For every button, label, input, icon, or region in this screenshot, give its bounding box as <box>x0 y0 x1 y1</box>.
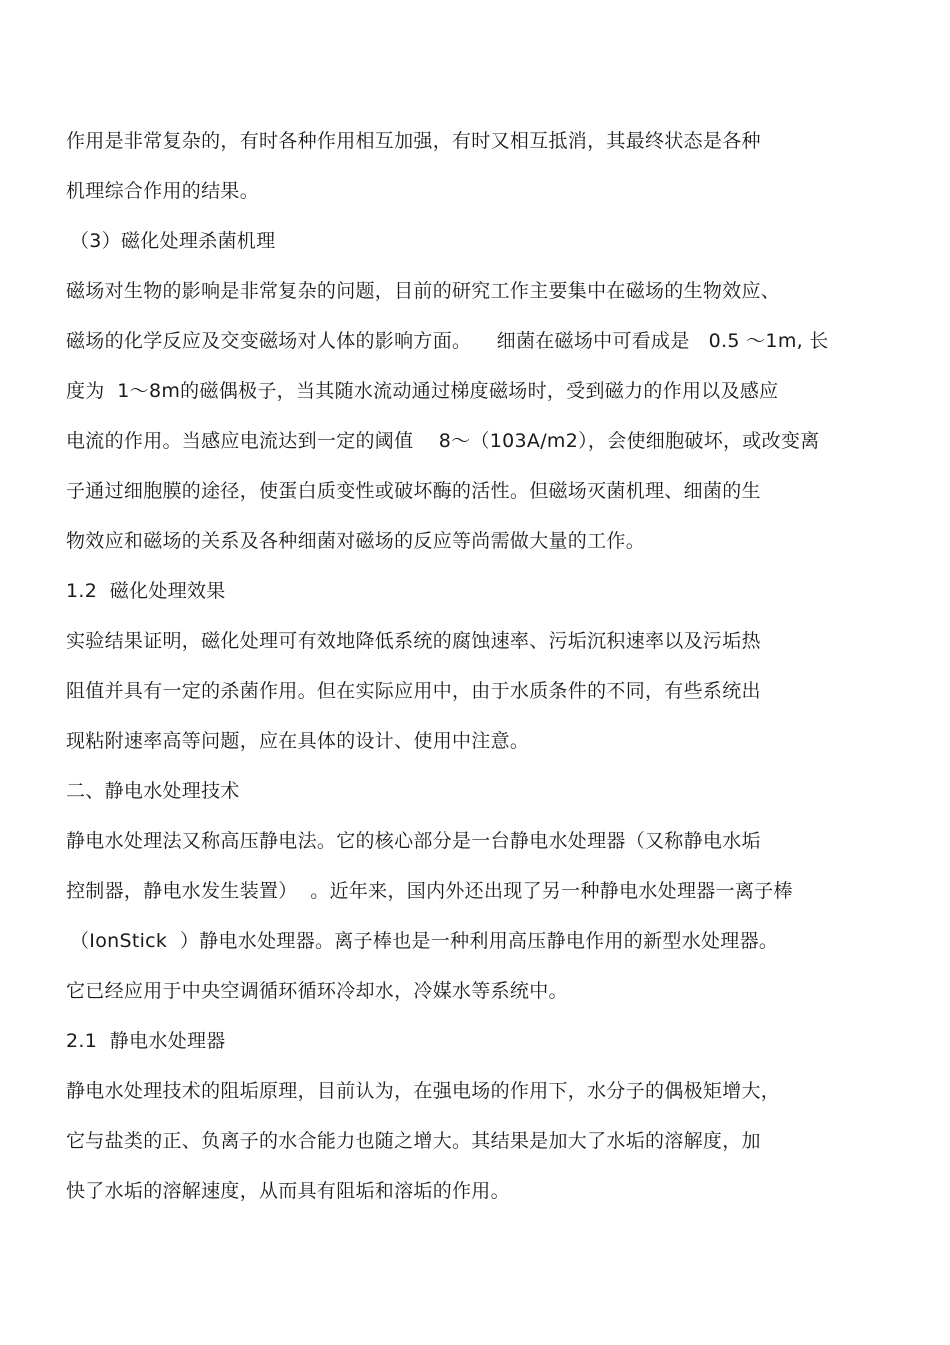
text-line: （IonStick ）静电水处理器。离子棒也是一种利用高压静电作用的新型水处理器。 <box>70 930 779 952</box>
text-line: 度为 1～8m的磁偶极子，当其随水流动通过梯度磁场时，受到磁力的作用以及感应 <box>66 380 779 402</box>
text-line: 控制器，静电水发生装置） 。近年来，国内外还出现了另一种静电水处理器一离子棒 <box>66 880 793 902</box>
text-line: 作用是非常复杂的，有时各种作用相互加强，有时又相互抵消，其最终状态是各种 <box>66 130 761 152</box>
text-line: 快了水垢的溶解速度，从而具有阻垢和溶垢的作用。 <box>66 1180 510 1202</box>
text-line: 物效应和磁场的关系及各种细菌对磁场的反应等尚需做大量的工作。 <box>66 530 646 552</box>
text-line: 磁场的化学反应及交变磁场对人体的影响方面。 细菌在磁场中可看成是 0.5 ～1m, 长 <box>66 330 829 352</box>
text-line: 它与盐类的正、负离子的水合能力也随之增大。其结果是加大了水垢的溶解度，加 <box>66 1130 761 1152</box>
text-line: 实验结果证明，磁化处理可有效地降低系统的腐蚀速率、污垢沉积速率以及污垢热 <box>66 630 761 652</box>
text-line: 静电水处理法又称高压静电法。它的核心部分是一台静电水处理器（又称静电水垢 <box>66 830 761 852</box>
text-line: 现粘附速率高等问题，应在具体的设计、使用中注意。 <box>66 730 530 752</box>
text-line: 机理综合作用的结果。 <box>66 180 260 202</box>
text-line: 阻值并具有一定的杀菌作用。但在实际应用中，由于水质条件的不同，有些系统出 <box>66 680 761 702</box>
section-heading: 2.1 静电水处理器 <box>66 1030 226 1052</box>
section-heading: 1.2 磁化处理效果 <box>66 580 226 602</box>
section-heading: （3）磁化处理杀菌机理 <box>70 230 276 252</box>
section-heading: 二、静电水处理技术 <box>66 780 240 802</box>
text-line: 静电水处理技术的阻垢原理，目前认为，在强电场的作用下，水分子的偶极矩增大， <box>66 1080 781 1102</box>
text-line: 它已经应用于中央空调循环循环冷却水，冷媒水等系统中。 <box>66 980 568 1002</box>
text-line: 子通过细胞膜的途径，使蛋白质变性或破坏酶的活性。但磁场灭菌机理、细菌的生 <box>66 480 761 502</box>
text-line: 磁场对生物的影响是非常复杂的问题，目前的研究工作主要集中在磁场的生物效应、 <box>66 280 781 302</box>
text-line: 电流的作用。当感应电流达到一定的阈值 8～（103A/m2），会使细胞破坏，或改变离 <box>66 430 820 452</box>
